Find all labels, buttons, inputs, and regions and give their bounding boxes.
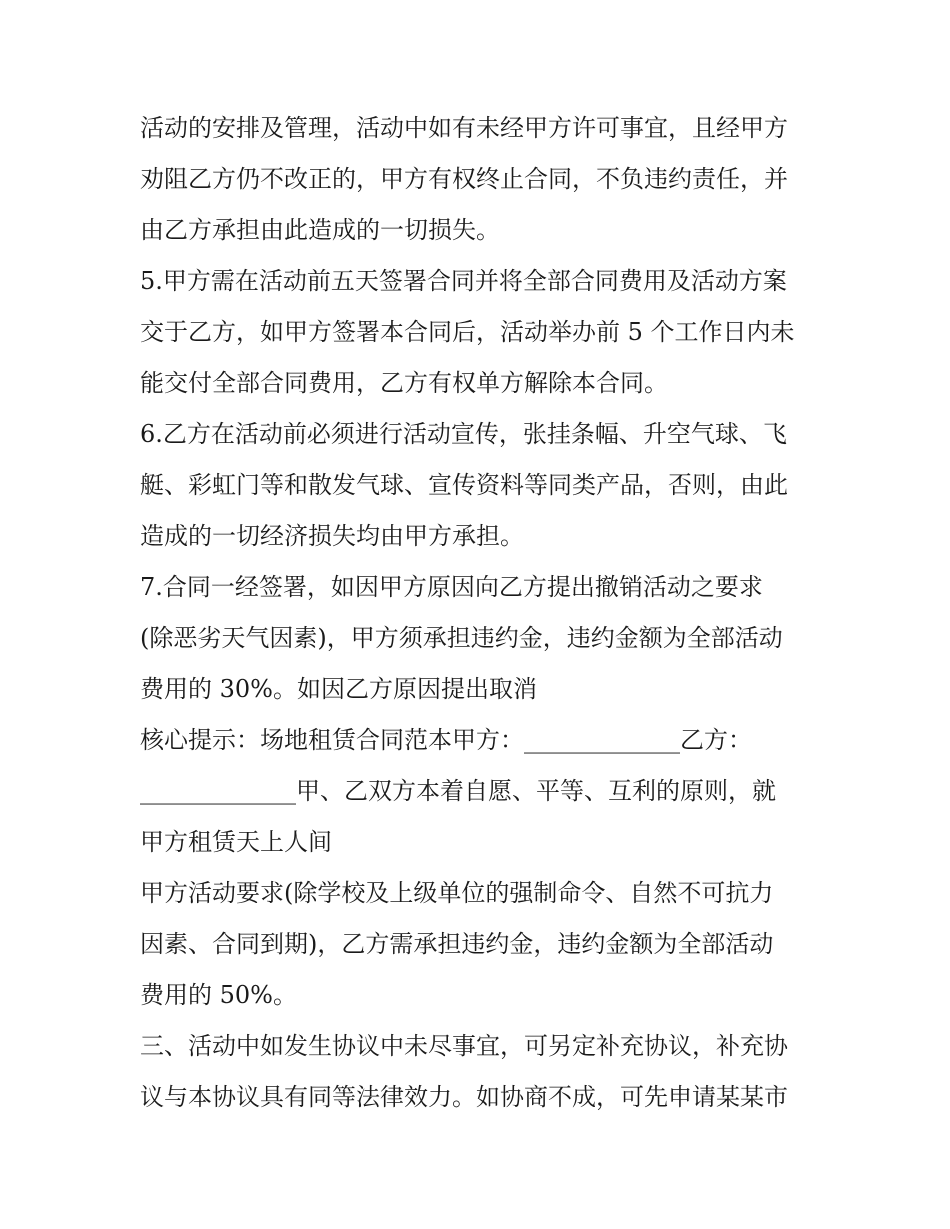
text-line: 7.合同一经签署，如因甲方原因向乙方提出撤销活动之要求: [140, 573, 763, 601]
text-line: 议与本协议具有同等法律效力。如协商不成，可先申请某某市: [140, 1083, 788, 1111]
text-line: 5.甲方需在活动前五天签署合同并将全部合同费用及活动方案: [140, 267, 787, 295]
text-line: 费用的 30%。如因乙方原因提出取消: [140, 675, 537, 703]
text-line: (除恶劣天气因素)，甲方须承担违约金，违约金额为全部活动: [140, 624, 783, 652]
text-line: _____________甲、乙双方本着自愿、平等、互利的原则，就: [140, 777, 776, 805]
text-line: 核心提示：场地租赁合同范本甲方：_____________乙方：: [140, 726, 752, 754]
text-line: 劝阻乙方仍不改正的，甲方有权终止合同，不负违约责任，并: [140, 165, 788, 193]
text-line: 三、活动中如发生协议中未尽事宜，可另定补充协议，补充协: [140, 1032, 788, 1060]
text-line: 交于乙方，如甲方签署本合同后，活动举办前 5 个工作日内未: [140, 318, 795, 346]
text-line: 因素、合同到期)，乙方需承担违约金，违约金额为全部活动: [140, 930, 774, 958]
text-line: 活动的安排及管理，活动中如有未经甲方许可事宜，且经甲方: [140, 114, 788, 142]
text-line: 甲方活动要求(除学校及上级单位的强制命令、自然不可抗力: [140, 879, 774, 907]
text-line: 艇、彩虹门等和散发气球、宣传资料等同类产品，否则，由此: [140, 471, 788, 499]
text-line: 6.乙方在活动前必须进行活动宣传，张挂条幅、升空气球、飞: [140, 420, 787, 448]
text-line: 费用的 50%。: [140, 981, 297, 1009]
text-line: 造成的一切经济损失均由甲方承担。: [140, 522, 524, 550]
text-line: 能交付全部合同费用，乙方有权单方解除本合同。: [140, 369, 668, 397]
text-line: 由乙方承担由此造成的一切损失。: [140, 216, 500, 244]
text-line: 甲方租赁天上人间: [140, 828, 332, 856]
